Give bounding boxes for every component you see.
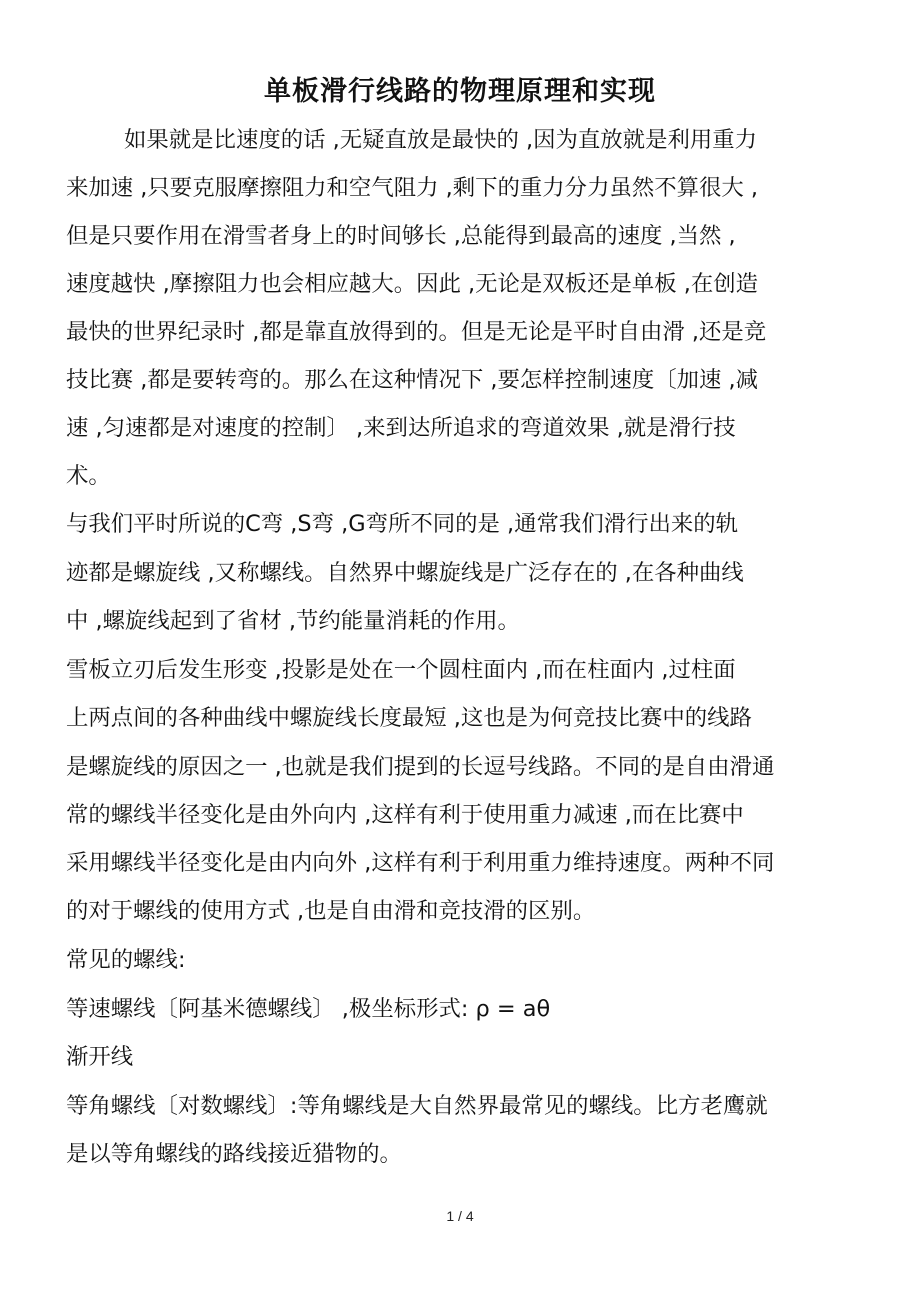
common-spirals-heading: 常见的螺线: [66, 947, 186, 973]
archimedean-spiral-line: 等速螺线〔阿基米德螺线〕 ,极坐标形式: ρ = aθ [66, 996, 551, 1022]
logarithmic-spiral-line: 是以等角螺线的路线接近猎物的。 [66, 1141, 402, 1167]
paragraph-deformation-line: 上两点间的各种曲线中螺旋线长度最短 ,这也是为何竞技比赛中的线路 [66, 705, 752, 731]
paragraph-spiral-line: 迹都是螺旋线 ,又称螺线。自然界中螺旋线是广泛存在的 ,在各种曲线 [66, 560, 744, 586]
paragraph-deformation-line: 雪板立刃后发生形变 ,投影是处在一个圆柱面内 ,而在柱面内 ,过柱面 [66, 657, 736, 683]
page-title: 单板滑行线路的物理原理和实现 [264, 76, 656, 107]
paragraph-intro-line: 速 ,匀速都是对速度的控制〕 ,来到达所追求的弯道效果 ,就是滑行技 [66, 415, 736, 441]
paragraph-deformation-line: 常的螺线半径变化是由外向内 ,这样有利于使用重力减速 ,而在比赛中 [66, 802, 744, 828]
logarithmic-spiral-line: 等角螺线〔对数螺线〕:等角螺线是大自然界最常见的螺线。比方老鹰就 [66, 1093, 768, 1119]
paragraph-intro-line: 术。 [66, 463, 111, 489]
paragraph-intro-line: 速度越快 ,摩擦阻力也会相应越大。因此 ,无论是双板还是单板 ,在创造 [66, 271, 759, 297]
involute-line: 渐开线 [66, 1044, 134, 1070]
paragraph-spiral-line: 中 ,螺旋线起到了省材 ,节约能量消耗的作用。 [66, 608, 520, 634]
paragraph-intro-line: 最快的世界纪录时 ,都是靠直放得到的。但是无论是平时自由滑 ,还是竞 [66, 319, 767, 345]
paragraph-intro-line: 技比赛 ,都是要转弯的。那么在这种情况下 ,要怎样控制速度〔加速 ,减 [66, 367, 759, 393]
paragraph-intro-line: 但是只要作用在滑雪者身上的时间够长 ,总能得到最高的速度 ,当然 , [66, 223, 736, 249]
page-number: 1 / 4 [446, 1208, 474, 1224]
paragraph-intro-line: 来加速 ,只要克服摩擦阻力和空气阻力 ,剩下的重力分力虽然不算很大 , [66, 175, 759, 201]
paragraph-intro-line: 如果就是比速度的话 ,无疑直放是最快的 ,因为直放就是利用重力 [124, 127, 758, 153]
paragraph-deformation-line: 的对于螺线的使用方式 ,也是自由滑和竞技滑的区别。 [66, 898, 596, 924]
paragraph-deformation-line: 采用螺线半径变化是由内向外 ,这样有利于利用重力维持速度。两种不同 [66, 850, 775, 876]
paragraph-deformation-line: 是螺旋线的原因之一 ,也就是我们提到的长逗号线路。不同的是自由滑通 [66, 754, 775, 780]
paragraph-spiral-line: 与我们平时所说的C弯 ,S弯 ,G弯所不同的是 ,通常我们滑行出来的轨 [66, 511, 739, 537]
